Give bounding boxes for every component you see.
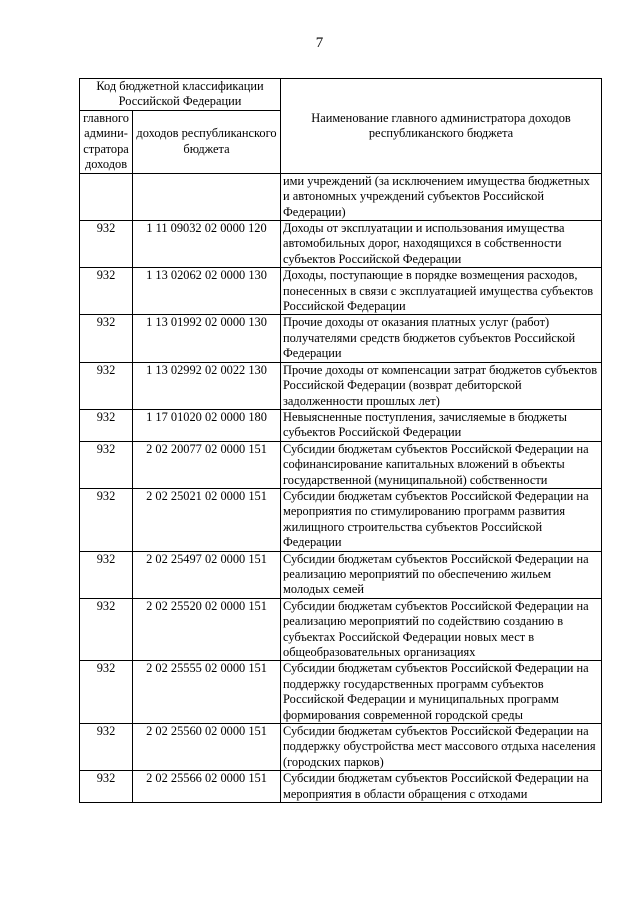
row-income-code: 2 02 25021 02 0000 151 [133, 488, 281, 551]
row-income-code: 1 13 02992 02 0022 130 [133, 362, 281, 409]
row-income-code [133, 173, 281, 220]
table-row [80, 551, 602, 598]
row-income-code: 1 13 01992 02 0000 130 [133, 315, 281, 362]
row-income-name: Субсидии бюджетам субъектов Российской Федерации на реализацию мероприятий по обеспечению жильем молодых семей [281, 551, 602, 598]
table-row [80, 362, 602, 409]
row-income-code: 2 02 25555 02 0000 151 [133, 661, 281, 724]
row-income-name: Субсидии бюджетам субъектов Российской Федерации на мероприятия по стимулированию программ развития жилищного строительства субъектов Российской Федерации [281, 488, 602, 551]
row-income-code: 2 02 25560 02 0000 151 [133, 724, 281, 771]
table-row [80, 268, 602, 315]
table-row [80, 771, 602, 803]
row-income-code: 2 02 25497 02 0000 151 [133, 551, 281, 598]
row-income-name: Субсидии бюджетам субъектов Российской Федерации на поддержку государственных программ субъектов Российской Федерации и муниципальных программ формирования современной городской среды [281, 661, 602, 724]
header-budget-classification: Код бюджетной классификации Российской Федерации [80, 79, 281, 111]
page-number: 7 [315, 35, 324, 51]
row-admin-code: 932 [80, 724, 133, 771]
header-administrator-name: Наименование главного администратора доходов республиканского бюджета [281, 79, 602, 174]
table-row [80, 409, 602, 441]
row-admin-code: 932 [80, 661, 133, 724]
table-row [80, 724, 602, 771]
row-admin-code: 932 [80, 315, 133, 362]
row-admin-code: 932 [80, 268, 133, 315]
row-income-name: Невыясненные поступления, зачисляемые в бюджеты субъектов Российской Федерации [281, 409, 602, 441]
row-admin-code: 932 [80, 441, 133, 488]
row-admin-code [80, 173, 133, 220]
budget-classification-table [79, 78, 602, 803]
row-admin-code: 932 [80, 362, 133, 409]
row-income-code: 1 17 01020 02 0000 180 [133, 409, 281, 441]
row-income-name: Субсидии бюджетам субъектов Российской Федерации на софинансирование капитальных вложений в объекты государственной (муниципальной) собственности [281, 441, 602, 488]
table-row [80, 441, 602, 488]
table-header [80, 79, 602, 174]
table-row [80, 221, 602, 268]
row-income-name: Прочие доходы от оказания платных услуг (работ) получателями средств бюджетов субъектов Российской Федерации [281, 315, 602, 362]
row-income-name: Субсидии бюджетам субъектов Российской Федерации на мероприятия в области обращения с отходами [281, 771, 602, 803]
row-income-name: Субсидии бюджетам субъектов Российской Федерации на поддержку обустройства мест массового отдыха населения (городских парков) [281, 724, 602, 771]
table-row [80, 173, 602, 220]
row-income-name: Прочие доходы от компенсации затрат бюджетов субъектов Российской Федерации (возврат дебиторской задолженности прошлых лет) [281, 362, 602, 409]
row-income-name: ими учреждений (за исключением имущества бюджетных и автономных учреждений субъектов Российской Федерации) [281, 173, 602, 220]
row-income-code: 1 11 09032 02 0000 120 [133, 221, 281, 268]
table-row [80, 315, 602, 362]
row-admin-code: 932 [80, 551, 133, 598]
row-income-name: Доходы от эксплуатации и использования имущества автомобильных дорог, находящихся в собственности субъектов Российской Федерации [281, 221, 602, 268]
row-income-code: 2 02 20077 02 0000 151 [133, 441, 281, 488]
header-main-administrator: главного админи-стратора доходов [80, 110, 133, 173]
table-row [80, 488, 602, 551]
row-income-name: Доходы, поступающие в порядке возмещения расходов, понесенных в связи с эксплуатацией имущества субъектов Российской Федерации [281, 268, 602, 315]
row-admin-code: 932 [80, 598, 133, 661]
row-admin-code: 932 [80, 221, 133, 268]
row-admin-code: 932 [80, 409, 133, 441]
row-income-name: Субсидии бюджетам субъектов Российской Федерации на реализацию мероприятий по содействию созданию в субъектах Российской Федерации новых мест в общеобразовательных организациях [281, 598, 602, 661]
table-row [80, 661, 602, 724]
table-body [80, 173, 602, 802]
row-income-code: 2 02 25520 02 0000 151 [133, 598, 281, 661]
row-income-code: 2 02 25566 02 0000 151 [133, 771, 281, 803]
row-income-code: 1 13 02062 02 0000 130 [133, 268, 281, 315]
row-admin-code: 932 [80, 771, 133, 803]
row-admin-code: 932 [80, 488, 133, 551]
table-row [80, 598, 602, 661]
header-income-code: доходов республиканского бюджета [133, 110, 281, 173]
